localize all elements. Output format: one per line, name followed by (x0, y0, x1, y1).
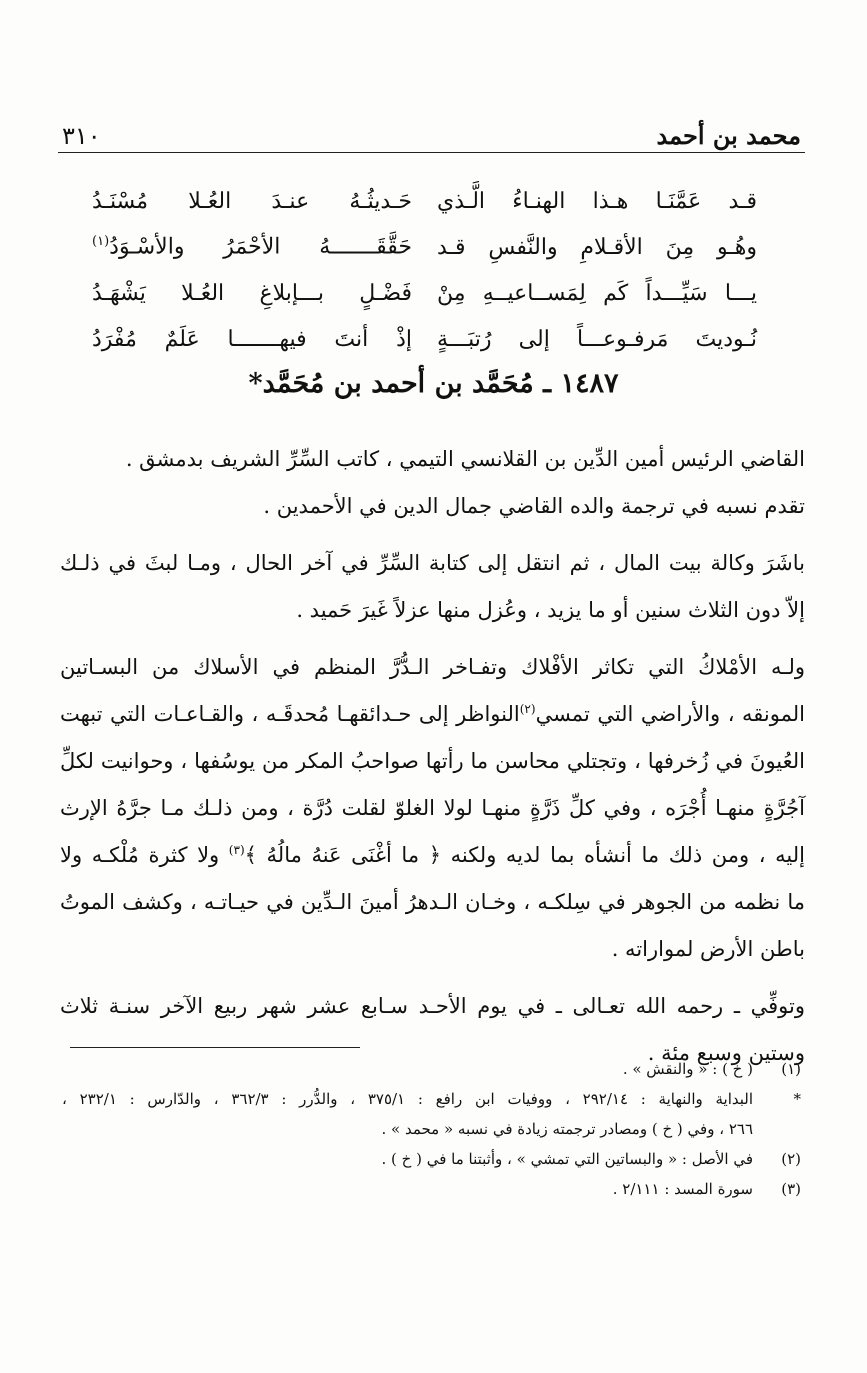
poem-verse (92, 178, 757, 224)
entry-title: ١٤٨٧ ـ مُحَمَّد بن أحمد بن مُحَمَّد* (248, 368, 619, 399)
verse-second-hemistich: إذْ أنتَ فيهـــــــا عَلَمٌ مُفْرَدُ (92, 326, 412, 352)
verse-text: حَقَّقَـــــــهُ الأحْمَرُ والأسْـوَدُ (109, 234, 412, 260)
footnote-mark: (٣) (781, 1180, 801, 1198)
poem-verse (92, 316, 757, 362)
verse-first-hemistich: يـــا سَيِّـــداً كَم لِمَســاعيــهِ مِنْ (437, 280, 757, 306)
footnote-mark: (١) (781, 1060, 801, 1078)
footnote-ref: (١) (92, 234, 110, 250)
body-line: آجُرَّةٍ منهـا أُجْرَه ، وفي كلِّ ذَرَّةٍ منهـا لولا الغلوّ لقلت دُرَّة ، ومن ذلـك مـا جرَّهُ الإرث (60, 796, 805, 820)
body-text: النواظر إلى حـدائقهـا مُحدقَـه ، والقـاعـات التي تبهت (60, 702, 520, 726)
verse-first-hemistich: نُـوديتَ مَرفـوعـــاً إلى رُتبَـــةٍ (437, 326, 757, 352)
verse-first-hemistich: وهُـو مِنَ الأقـلامِ والنَّفسِ قـد (437, 234, 757, 260)
body-line: إلاّ دون الثلاث سنين أو ما يزيد ، وعُزل منها عزلاً غَيرَ حَميد . (296, 598, 805, 622)
footnote-ref: (٣) (228, 843, 245, 857)
footnote-text: في الأصل : « والبساتين التي تمشي » ، وأثبتنا ما في ( خ ) . (381, 1150, 753, 1168)
body-line: القاضي الرئيس أمين الدِّين بن القلانسي التيمي ، كاتب السِّرِّ الشريف بدمشق . (125, 447, 805, 471)
verse-second-hemistich (92, 234, 412, 259)
body-line: وستين وسبع مئة . (647, 1041, 805, 1065)
poem-verse (92, 270, 757, 316)
verse-second-hemistich: فَضْـلٍ بـــإبلاغِ العُـلا يَشْهَـدُ (92, 280, 412, 306)
footnote-text: ( خ ) : « والنقش » . (622, 1060, 753, 1078)
footnote (62, 1084, 801, 1144)
footnote-mark: (٢) (781, 1150, 801, 1168)
body-text: المونقه ، والأراضي التي تمسي (535, 702, 805, 726)
body-line: العُيونَ في زُخرفها ، وتجتلي محاسن ما رأتها صواحبُ المكر من يوسُفها ، وحوانيت لكلِّ (60, 749, 805, 773)
body-line: باطن الأرض لمواراته . (611, 937, 805, 961)
body-line: وتوفِّي ـ رحمه الله تعـالى ـ في يوم الأحـد سـابع عشر شهر ربيع الآخر سنـة ثلاث (60, 994, 805, 1018)
body-line: تقدم نسبه في ترجمة والده القاضي جمال الدين في الأحمدين . (263, 494, 805, 518)
footnotes (62, 1054, 801, 1204)
footnote (62, 1144, 801, 1174)
footnote-text (62, 1084, 753, 1144)
footnote-ref: (٢) (519, 702, 536, 716)
entry-body (60, 436, 805, 1077)
poem-verse (92, 224, 757, 270)
body-line (60, 691, 805, 738)
footnote-line: ٢٦٦ ، وفي ( خ ) ومصادر ترجمته زيادة في نسبه « محمد » . (381, 1120, 753, 1138)
verse-first-hemistich: قـد عَمَّنَـا هـذا الهنـاءُ الَّـذي (437, 188, 757, 214)
body-text: إليه ، ومن ذلك ما أنشأه بما لديه ولكنه ﴿ ما أغْنَى عَنهُ مالُهُ ﴾ (244, 843, 805, 867)
body-line: ولـه الأمْلاكُ التي تكاثر الأفْلاك وتفـاخر الـدُّرَّ المنظم في الأسلاك من البسـاتين (60, 655, 805, 679)
page-number: ٣١٠ (62, 122, 101, 150)
body-line: ما نظمه من الجوهر في سِلكـه ، وخـان الـدهرُ أمينَ الـدِّين في حيـاتـه ، وكشف الموتُ (60, 890, 805, 914)
body-line (60, 832, 805, 879)
footnote-text: سورة المسد : ٢/١١١ . (612, 1180, 753, 1198)
page-header (62, 110, 801, 150)
running-head: محمد بن أحمد (656, 121, 801, 150)
poem (92, 178, 757, 362)
verse-second-hemistich: حَـديثُـهُ عنـدَ العُـلا مُسْنَـدُ (92, 188, 412, 214)
body-text: ولا كثرة مُلْكـه ولا (60, 843, 220, 867)
footnote-line: البداية والنهاية : ٢٩٢/١٤ ، ووفيات ابن رافع : ٣٧٥/١ ، والدُّرر : ٣٦٢/٣ ، والدّارس : ٢٣٢/١ ، (62, 1090, 754, 1108)
footnote (62, 1054, 801, 1084)
body-line: باشَرَ وكالة بيت المال ، ثم انتقل إلى كتابة السِّرِّ في آخر الحال ، ومـا لبثَ في ذلـك (60, 551, 805, 575)
footnote (62, 1174, 801, 1204)
header-rule (58, 152, 805, 153)
footnote-rule (70, 1047, 360, 1048)
footnote-mark: * (793, 1090, 801, 1108)
